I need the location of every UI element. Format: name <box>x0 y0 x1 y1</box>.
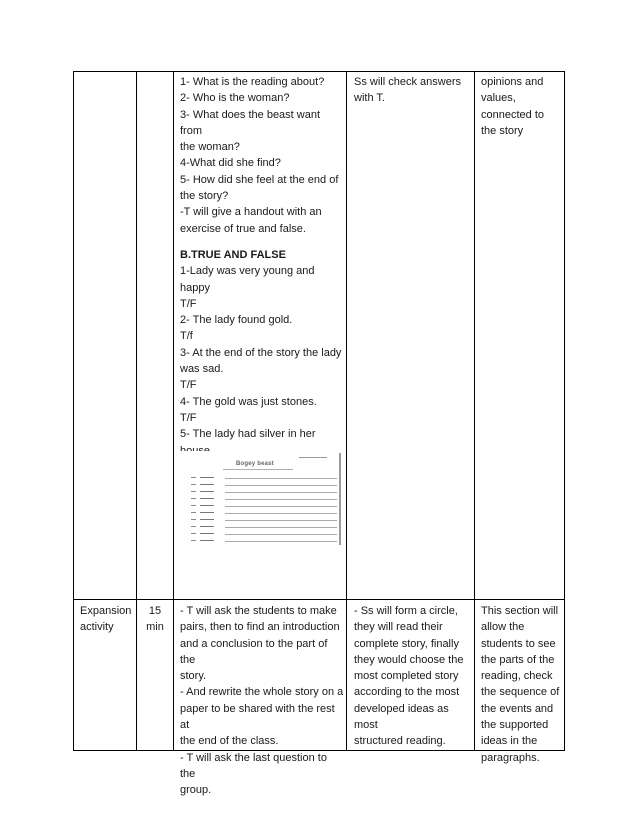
stage-line: Expansion <box>80 605 132 617</box>
students-line: they would choose the <box>354 653 464 666</box>
purpose-line: students to see <box>481 637 556 650</box>
true-false-line: 1-Lady was very young and happy <box>180 265 315 294</box>
row-divider <box>73 599 565 600</box>
students-cell-row1 <box>354 74 470 107</box>
procedure-line: - T will ask the students to make <box>180 605 337 617</box>
time-cell-row2 <box>139 603 171 636</box>
procedure-line: story. <box>180 670 207 683</box>
purpose-line: allow the <box>481 621 525 634</box>
students-line: Ss will check answers <box>354 76 461 88</box>
purpose-line: ideas in the <box>481 735 538 748</box>
students-line: they will read their <box>354 621 443 634</box>
purpose-cell-row2 <box>481 603 563 766</box>
question-line: 2- Who is the woman? <box>180 92 290 105</box>
col-border <box>474 71 475 751</box>
question-line: 3- What does the beast want from <box>180 108 321 137</box>
procedure-line: - T will ask the last question to the <box>180 751 327 780</box>
students-line: complete story, finally <box>354 637 459 650</box>
stage-cell-row2 <box>80 603 134 636</box>
procedure-line: pairs, then to find an introduction <box>180 621 340 634</box>
col-border <box>136 71 137 751</box>
students-line: with T. <box>354 92 385 105</box>
procedure-cell-row1 <box>180 74 342 501</box>
purpose-line: the sequence of <box>481 686 560 699</box>
lesson-plan-table <box>73 71 565 797</box>
question-line: exercise of true and false. <box>180 222 306 235</box>
purpose-line: the parts of the <box>481 653 555 666</box>
purpose-line: connected to <box>481 108 544 121</box>
procedure-line: the end of the class. <box>180 735 279 748</box>
question-line: 5- How did she feel at the end of <box>180 173 339 186</box>
time-line: min <box>146 621 164 634</box>
students-line: structured reading. <box>354 735 446 748</box>
true-false-line: T/F <box>180 379 197 392</box>
true-false-line: T/f <box>180 330 193 343</box>
students-line: - Ss will form a circle, <box>354 605 458 617</box>
procedure-line: and a conclusion to the part of the <box>180 637 328 666</box>
col-border <box>73 71 74 751</box>
col-border <box>564 71 565 751</box>
purpose-line: values, <box>481 92 516 105</box>
worksheet-image: Bogey beast <box>179 451 343 546</box>
true-false-line: T/F <box>180 411 197 424</box>
true-false-line: T/F <box>180 297 197 310</box>
purpose-line: the events and <box>481 702 554 715</box>
question-line: 4-What did she find? <box>180 157 281 170</box>
true-false-line: 4- The gold was just stones. <box>180 395 317 408</box>
col-border <box>173 71 174 751</box>
purpose-cell-row1 <box>481 74 561 139</box>
true-false-line: 5- The lady had silver in her <box>180 428 316 441</box>
procedure-line: - And rewrite the whole story on a <box>180 686 344 699</box>
purpose-line: reading, check <box>481 670 553 683</box>
purpose-line: paragraphs. <box>481 751 540 764</box>
students-line: most completed story <box>354 670 459 683</box>
purpose-line: the supported <box>481 719 549 732</box>
true-false-line: was sad. <box>180 363 224 376</box>
time-line: 15 <box>148 605 162 617</box>
col-border <box>346 71 347 751</box>
stage-line: activity <box>80 621 114 634</box>
students-line: developed ideas as most <box>354 702 449 732</box>
students-line: according to the most <box>354 686 460 699</box>
true-false-line: 2- The lady found gold. <box>180 314 293 327</box>
procedure-line: group. <box>180 784 212 797</box>
question-line: -T will give a handout with an <box>180 206 322 219</box>
purpose-line: opinions and <box>481 76 544 88</box>
purpose-line: the story <box>481 124 524 137</box>
table-border-top <box>73 71 565 72</box>
question-line: the story? <box>180 190 229 203</box>
true-false-line: 3- At the end of the story the lady <box>180 346 342 359</box>
question-line: the woman? <box>180 141 240 154</box>
procedure-cell-row2 <box>180 603 344 799</box>
question-line: 1- What is the reading about? <box>180 76 325 88</box>
students-cell-row2 <box>354 603 472 750</box>
procedure-line: paper to be shared with the rest at <box>180 702 335 732</box>
purpose-line: This section will <box>481 605 559 617</box>
section-b-heading: B.TRUE AND FALSE <box>180 248 286 261</box>
